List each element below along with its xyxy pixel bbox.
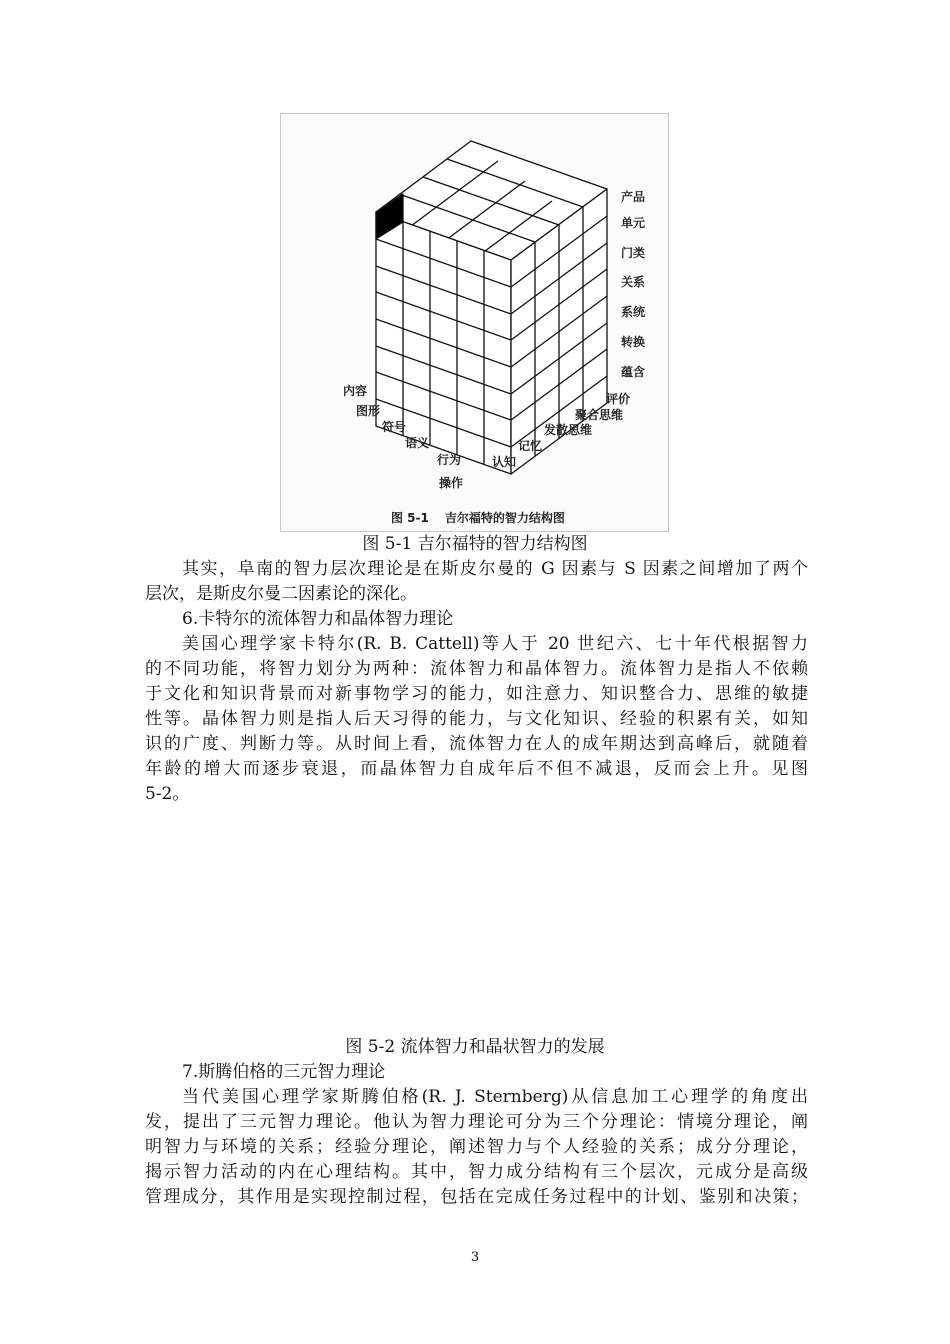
label-content: 内容 <box>343 384 368 398</box>
label-classes: 门类 <box>621 246 646 260</box>
label-symbolic: 符号 <box>382 420 407 434</box>
label-units: 单元 <box>621 216 646 230</box>
label-divergent: 发散思维 <box>544 423 593 437</box>
paragraph2-line: 性等。晶体智力则是指人后天习得的能力，与文化知识、经验的积累有关，如知 <box>145 709 808 729</box>
paragraph1-line: 层次，是斯皮尔曼二因素论的深化。 <box>145 584 417 604</box>
section-heading-6: 6.卡特尔的流体智力和晶体智力理论 <box>182 609 454 629</box>
label-behavioral: 行为 <box>437 453 462 467</box>
paragraph3-line: 明智力与环境的关系；经验分理论，阐述智力与个人经验的关系；成分分理论， <box>145 1137 808 1157</box>
label-semantic: 语义 <box>405 436 430 450</box>
paragraph1-line: 其实，阜南的智力层次理论是在斯皮尔曼的 G 因素与 S 因素之间增加了两个 <box>182 559 808 579</box>
label-operation: 操作 <box>439 476 464 490</box>
body-text-upper <box>145 557 808 807</box>
label-figural: 图形 <box>356 404 381 418</box>
paragraph2-line: 于文化和知识背景而对新事物学习的能力，如注意力、知识整合力、思维的敏捷 <box>145 684 808 704</box>
paragraph2-line: 年龄的增大而逐步衰退，而晶体智力自成年后不但不减退，反而会上升。见图 <box>145 759 808 779</box>
label-transformations: 转换 <box>621 335 646 349</box>
section-heading-7: 7.斯腾伯格的三元智力理论 <box>182 1062 386 1082</box>
cube-diagram <box>281 114 670 533</box>
paragraph2-line: 识的广度、判断力等。从时间上看，流体智力在人的成年期达到高峰后，就随着 <box>145 734 808 754</box>
paragraph3-line: 管理成分，其作用是实现控制过程，包括在完成任务过程中的计划、鉴别和决策； <box>145 1187 808 1207</box>
paragraph3-line: 揭示智力活动的内在心理结构。其中，智力成分结构有三个层次，元成分是高级 <box>145 1162 808 1182</box>
page-number: 3 <box>470 1250 480 1265</box>
paragraph2-line: 5-2。 <box>145 784 190 804</box>
label-product: 产品 <box>621 190 646 204</box>
figure-guilford-cube <box>280 113 669 532</box>
paragraph3-line: 当代美国心理学家斯腾伯格(R. J. Sternberg)从信息加工心理学的角度出 <box>182 1087 808 1107</box>
label-convergent: 聚合思维 <box>575 408 624 422</box>
label-systems: 系统 <box>621 305 646 319</box>
paragraph3-line: 发，提出了三元智力理论。他认为智力理论可分为三个分理论：情境分理论，阐 <box>145 1112 808 1132</box>
paragraph2-line: 美国心理学家卡特尔(R. B. Cattell)等人于 20 世纪六、七十年代根据智力 <box>182 634 808 654</box>
figure2-caption: 图 5-2 流体智力和晶状智力的发展 <box>345 1037 605 1057</box>
label-memory: 记忆 <box>518 439 543 453</box>
label-evaluation: 评价 <box>606 392 631 406</box>
paragraph2-line: 的不同功能，将智力划分为两种：流体智力和晶体智力。流体智力是指人不依赖 <box>145 659 808 679</box>
label-relations: 关系 <box>621 275 646 289</box>
figure1-caption: 图 5-1 吉尔福特的智力结构图 <box>362 534 588 554</box>
figure-inner-caption: 图 5-1 吉尔福特的智力结构图 <box>391 511 565 525</box>
label-implications: 蕴含 <box>621 365 646 379</box>
label-cognition: 认知 <box>492 455 517 469</box>
body-text-lower <box>145 1060 808 1210</box>
